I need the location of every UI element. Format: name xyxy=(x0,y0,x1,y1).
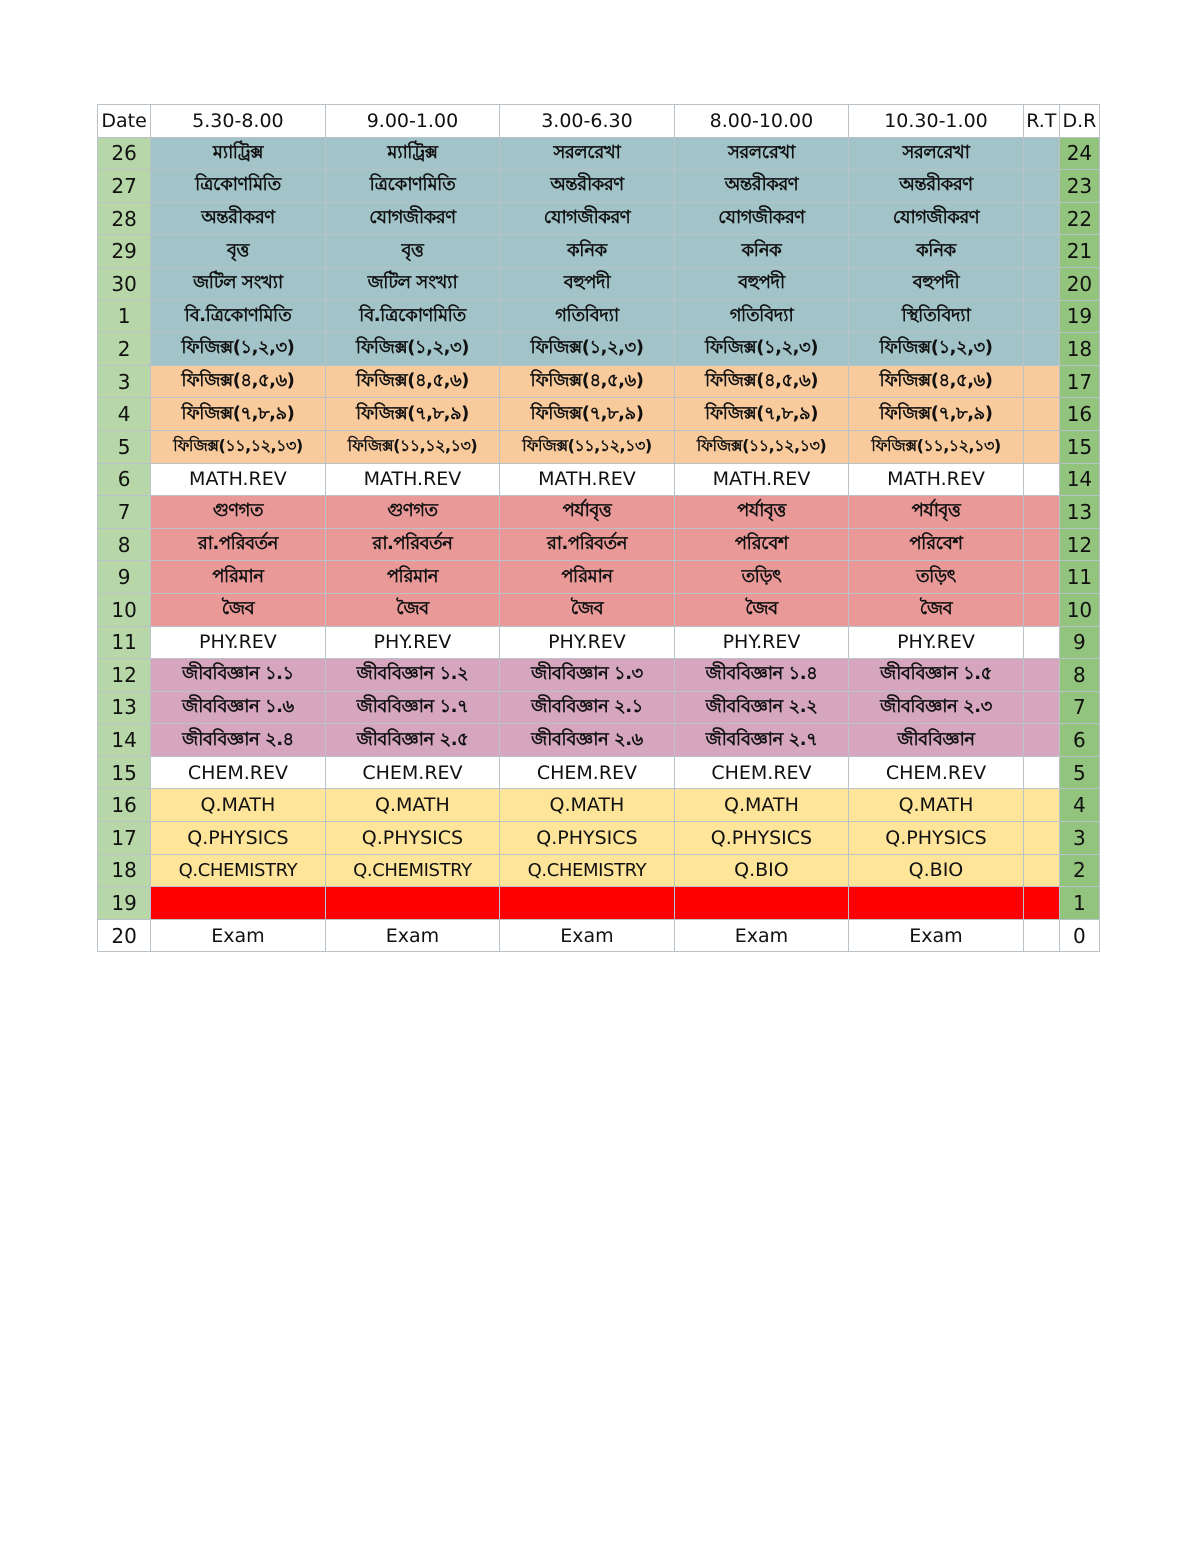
slot-cell: বহুপদী xyxy=(500,267,675,300)
slot-cell: জীববিজ্ঞান ১.৬ xyxy=(151,691,326,724)
date-cell: 27 xyxy=(98,170,151,203)
slot-cell: MATH.REV xyxy=(325,463,500,496)
rt-cell xyxy=(1023,398,1059,431)
table-row xyxy=(98,756,1100,789)
date-cell: 28 xyxy=(98,202,151,235)
table-row xyxy=(98,398,1100,431)
slot-cell: ফিজিক্স(৭,৮,৯) xyxy=(325,398,500,431)
slot-cell: ফিজিক্স(১১,১২,১৩) xyxy=(674,430,849,463)
table-row xyxy=(98,365,1100,398)
slot-cell: Q.PHYSICS xyxy=(151,822,326,855)
slot-cell: ফিজিক্স(১,২,৩) xyxy=(674,333,849,366)
rt-cell xyxy=(1023,854,1059,887)
slot-cell: জটিল সংখ্যা xyxy=(151,267,326,300)
date-cell: 10 xyxy=(98,593,151,626)
rt-cell xyxy=(1023,300,1059,333)
days-remaining-cell: 24 xyxy=(1059,137,1099,170)
slot-cell: ফিজিক্স(৪,৫,৬) xyxy=(674,365,849,398)
slot-cell: ফিজিক্স(৪,৫,৬) xyxy=(151,365,326,398)
date-cell: 16 xyxy=(98,789,151,822)
rt-cell xyxy=(1023,202,1059,235)
slot-cell: Exam xyxy=(151,919,326,952)
date-cell: 13 xyxy=(98,691,151,724)
days-remaining-cell: 21 xyxy=(1059,235,1099,268)
table-row xyxy=(98,919,1100,952)
date-cell: 14 xyxy=(98,724,151,757)
slot-cell: Exam xyxy=(500,919,675,952)
slot-cell: পরিবেশ xyxy=(674,528,849,561)
slot-cell: অন্তরীকরণ xyxy=(849,170,1024,203)
slot-cell: MATH.REV xyxy=(500,463,675,496)
rt-cell xyxy=(1023,430,1059,463)
date-cell: 4 xyxy=(98,398,151,431)
slot-cell: অন্তরীকরণ xyxy=(151,202,326,235)
date-cell: 20 xyxy=(98,919,151,952)
date-cell: 7 xyxy=(98,496,151,529)
date-cell: 1 xyxy=(98,300,151,333)
slot-cell: সরলরেখা xyxy=(674,137,849,170)
slot-cell xyxy=(674,887,849,920)
slot-cell: Q.CHEMISTRY xyxy=(325,854,500,887)
slot-cell: ফিজিক্স(১১,১২,১৩) xyxy=(325,430,500,463)
days-remaining-cell: 23 xyxy=(1059,170,1099,203)
days-remaining-cell: 8 xyxy=(1059,659,1099,692)
date-cell: 9 xyxy=(98,561,151,594)
slot-cell: ফিজিক্স(৭,৮,৯) xyxy=(674,398,849,431)
slot-cell: জীববিজ্ঞান ২.৭ xyxy=(674,724,849,757)
table-row xyxy=(98,463,1100,496)
days-remaining-cell: 3 xyxy=(1059,822,1099,855)
slot-cell xyxy=(849,887,1024,920)
slot-cell: পর্যাবৃত্ত xyxy=(849,496,1024,529)
table-row xyxy=(98,691,1100,724)
slot-cell: পরিমান xyxy=(500,561,675,594)
slot-cell: তড়িৎ xyxy=(849,561,1024,594)
slot-cell: CHEM.REV xyxy=(849,756,1024,789)
days-remaining-cell: 12 xyxy=(1059,528,1099,561)
slot-cell: বৃত্ত xyxy=(325,235,500,268)
days-remaining-cell: 0 xyxy=(1059,919,1099,952)
slot-cell: যোগজীকরণ xyxy=(674,202,849,235)
slot-cell xyxy=(500,887,675,920)
slot-cell: Q.BIO xyxy=(674,854,849,887)
slot-cell: PHY.REV xyxy=(151,626,326,659)
table-row xyxy=(98,137,1100,170)
slot-cell: জীববিজ্ঞান ২.৫ xyxy=(325,724,500,757)
slot-cell: Exam xyxy=(325,919,500,952)
slot-cell: গুণগত xyxy=(325,496,500,529)
slot-cell: ফিজিক্স(১১,১২,১৩) xyxy=(500,430,675,463)
table-row xyxy=(98,626,1100,659)
table-row xyxy=(98,496,1100,529)
slot-cell: PHY.REV xyxy=(674,626,849,659)
slot-cell: জীববিজ্ঞান ১.১ xyxy=(151,659,326,692)
days-remaining-cell: 11 xyxy=(1059,561,1099,594)
rt-cell xyxy=(1023,365,1059,398)
slot-cell: পরিমান xyxy=(151,561,326,594)
days-remaining-cell: 14 xyxy=(1059,463,1099,496)
rt-cell xyxy=(1023,789,1059,822)
slot-cell: জীববিজ্ঞান ১.৭ xyxy=(325,691,500,724)
slot-cell: ফিজিক্স(১১,১২,১৩) xyxy=(151,430,326,463)
slot-cell: Q.PHYSICS xyxy=(849,822,1024,855)
slot-cell: Q.MATH xyxy=(674,789,849,822)
slot-cell: বৃত্ত xyxy=(151,235,326,268)
slot-cell: জৈব xyxy=(151,593,326,626)
slot-cell: জীববিজ্ঞান ২.৬ xyxy=(500,724,675,757)
header-slot-2: 9.00-1.00 xyxy=(325,105,500,138)
date-cell: 6 xyxy=(98,463,151,496)
slot-cell: তড়িৎ xyxy=(674,561,849,594)
date-cell: 3 xyxy=(98,365,151,398)
slot-cell: কনিক xyxy=(500,235,675,268)
slot-cell: রা.পরিবর্তন xyxy=(500,528,675,561)
slot-cell: জৈব xyxy=(849,593,1024,626)
slot-cell: ফিজিক্স(৪,৫,৬) xyxy=(500,365,675,398)
rt-cell xyxy=(1023,137,1059,170)
days-remaining-cell: 18 xyxy=(1059,333,1099,366)
rt-cell xyxy=(1023,593,1059,626)
slot-cell: জীববিজ্ঞান ২.১ xyxy=(500,691,675,724)
days-remaining-cell: 15 xyxy=(1059,430,1099,463)
date-cell: 19 xyxy=(98,887,151,920)
slot-cell: Exam xyxy=(849,919,1024,952)
slot-cell: Exam xyxy=(674,919,849,952)
slot-cell: পর্যাবৃত্ত xyxy=(500,496,675,529)
rt-cell xyxy=(1023,528,1059,561)
days-remaining-cell: 4 xyxy=(1059,789,1099,822)
slot-cell: জীববিজ্ঞান ১.৪ xyxy=(674,659,849,692)
slot-cell: ফিজিক্স(১,২,৩) xyxy=(151,333,326,366)
slot-cell: স্থিতিবিদ্যা xyxy=(849,300,1024,333)
slot-cell: MATH.REV xyxy=(151,463,326,496)
rt-cell xyxy=(1023,691,1059,724)
slot-cell: Q.PHYSICS xyxy=(500,822,675,855)
slot-cell: Q.BIO xyxy=(849,854,1024,887)
rt-cell xyxy=(1023,267,1059,300)
slot-cell: Q.MATH xyxy=(500,789,675,822)
slot-cell: ফিজিক্স(১,২,৩) xyxy=(325,333,500,366)
rt-cell xyxy=(1023,170,1059,203)
header-slot-1: 5.30-8.00 xyxy=(151,105,326,138)
study-schedule-table xyxy=(97,104,1100,952)
slot-cell: যোগজীকরণ xyxy=(500,202,675,235)
days-remaining-cell: 16 xyxy=(1059,398,1099,431)
header-slot-5: 10.30-1.00 xyxy=(849,105,1024,138)
slot-cell: Q.CHEMISTRY xyxy=(500,854,675,887)
days-remaining-cell: 1 xyxy=(1059,887,1099,920)
slot-cell: কনিক xyxy=(849,235,1024,268)
slot-cell: PHY.REV xyxy=(325,626,500,659)
slot-cell: ফিজিক্স(১,২,৩) xyxy=(849,333,1024,366)
rt-cell xyxy=(1023,463,1059,496)
header-dr: D.R xyxy=(1059,105,1099,138)
slot-cell: অন্তরীকরণ xyxy=(674,170,849,203)
slot-cell: জীববিজ্ঞান ১.৫ xyxy=(849,659,1024,692)
slot-cell: PHY.REV xyxy=(849,626,1024,659)
header-date: Date xyxy=(98,105,151,138)
slot-cell: MATH.REV xyxy=(849,463,1024,496)
slot-cell: ফিজিক্স(৭,৮,৯) xyxy=(500,398,675,431)
slot-cell: পরিবেশ xyxy=(849,528,1024,561)
table-row xyxy=(98,267,1100,300)
slot-cell: গতিবিদ্যা xyxy=(674,300,849,333)
date-cell: 17 xyxy=(98,822,151,855)
days-remaining-cell: 7 xyxy=(1059,691,1099,724)
table-row xyxy=(98,235,1100,268)
date-cell: 26 xyxy=(98,137,151,170)
slot-cell xyxy=(151,887,326,920)
table-row xyxy=(98,300,1100,333)
slot-cell: Q.MATH xyxy=(325,789,500,822)
header-row xyxy=(98,105,1100,138)
rt-cell xyxy=(1023,724,1059,757)
date-cell: 5 xyxy=(98,430,151,463)
slot-cell: ফিজিক্স(১,২,৩) xyxy=(500,333,675,366)
date-cell: 12 xyxy=(98,659,151,692)
slot-cell: ত্রিকোণমিতি xyxy=(325,170,500,203)
table-row xyxy=(98,659,1100,692)
slot-cell: রা.পরিবর্তন xyxy=(325,528,500,561)
date-cell: 29 xyxy=(98,235,151,268)
slot-cell: সরলরেখা xyxy=(849,137,1024,170)
slot-cell: বি.ত্রিকোণমিতি xyxy=(151,300,326,333)
slot-cell: বহুপদী xyxy=(849,267,1024,300)
slot-cell: জৈব xyxy=(674,593,849,626)
table-row xyxy=(98,528,1100,561)
slot-cell: PHY.REV xyxy=(500,626,675,659)
date-cell: 30 xyxy=(98,267,151,300)
date-cell: 15 xyxy=(98,756,151,789)
rt-cell xyxy=(1023,822,1059,855)
slot-cell: অন্তরীকরণ xyxy=(500,170,675,203)
slot-cell: জটিল সংখ্যা xyxy=(325,267,500,300)
slot-cell: জীববিজ্ঞান ২.২ xyxy=(674,691,849,724)
slot-cell: জীববিজ্ঞান ২.৩ xyxy=(849,691,1024,724)
slot-cell: ফিজিক্স(৭,৮,৯) xyxy=(151,398,326,431)
rt-cell xyxy=(1023,626,1059,659)
header-rt: R.T xyxy=(1023,105,1059,138)
slot-cell: রা.পরিবর্তন xyxy=(151,528,326,561)
rt-cell xyxy=(1023,659,1059,692)
slot-cell: ফিজিক্স(৪,৫,৬) xyxy=(849,365,1024,398)
days-remaining-cell: 10 xyxy=(1059,593,1099,626)
slot-cell: Q.PHYSICS xyxy=(325,822,500,855)
table-row xyxy=(98,593,1100,626)
table-row xyxy=(98,887,1100,920)
slot-cell: ফিজিক্স(১১,১২,১৩) xyxy=(849,430,1024,463)
table-row xyxy=(98,333,1100,366)
rt-cell xyxy=(1023,756,1059,789)
slot-cell: জীববিজ্ঞান ২.৪ xyxy=(151,724,326,757)
slot-cell: পর্যাবৃত্ত xyxy=(674,496,849,529)
days-remaining-cell: 17 xyxy=(1059,365,1099,398)
rt-cell xyxy=(1023,561,1059,594)
rt-cell xyxy=(1023,333,1059,366)
rt-cell xyxy=(1023,496,1059,529)
slot-cell: জীববিজ্ঞান ১.২ xyxy=(325,659,500,692)
days-remaining-cell: 13 xyxy=(1059,496,1099,529)
slot-cell: Q.CHEMISTRY xyxy=(151,854,326,887)
slot-cell: ত্রিকোণমিতি xyxy=(151,170,326,203)
slot-cell: জীববিজ্ঞান xyxy=(849,724,1024,757)
table-row xyxy=(98,822,1100,855)
slot-cell: জৈব xyxy=(500,593,675,626)
slot-cell: গতিবিদ্যা xyxy=(500,300,675,333)
table-row xyxy=(98,430,1100,463)
slot-cell: Q.PHYSICS xyxy=(674,822,849,855)
date-cell: 8 xyxy=(98,528,151,561)
slot-cell: জৈব xyxy=(325,593,500,626)
slot-cell: CHEM.REV xyxy=(325,756,500,789)
rt-cell xyxy=(1023,235,1059,268)
days-remaining-cell: 9 xyxy=(1059,626,1099,659)
slot-cell: ম্যাট্রিক্স xyxy=(151,137,326,170)
slot-cell: যোগজীকরণ xyxy=(849,202,1024,235)
table-row xyxy=(98,561,1100,594)
table-row xyxy=(98,789,1100,822)
slot-cell: Q.MATH xyxy=(849,789,1024,822)
slot-cell: MATH.REV xyxy=(674,463,849,496)
rt-cell xyxy=(1023,919,1059,952)
slot-cell: CHEM.REV xyxy=(151,756,326,789)
days-remaining-cell: 19 xyxy=(1059,300,1099,333)
date-cell: 18 xyxy=(98,854,151,887)
slot-cell: Q.MATH xyxy=(151,789,326,822)
days-remaining-cell: 2 xyxy=(1059,854,1099,887)
slot-cell: ম্যাট্রিক্স xyxy=(325,137,500,170)
slot-cell: জীববিজ্ঞান ১.৩ xyxy=(500,659,675,692)
slot-cell: সরলরেখা xyxy=(500,137,675,170)
days-remaining-cell: 6 xyxy=(1059,724,1099,757)
slot-cell: বি.ত্রিকোণমিতি xyxy=(325,300,500,333)
slot-cell: পরিমান xyxy=(325,561,500,594)
table-row xyxy=(98,854,1100,887)
slot-cell: কনিক xyxy=(674,235,849,268)
days-remaining-cell: 20 xyxy=(1059,267,1099,300)
slot-cell xyxy=(325,887,500,920)
slot-cell: CHEM.REV xyxy=(674,756,849,789)
rt-cell xyxy=(1023,887,1059,920)
table-row xyxy=(98,170,1100,203)
date-cell: 2 xyxy=(98,333,151,366)
slot-cell: যোগজীকরণ xyxy=(325,202,500,235)
slot-cell: বহুপদী xyxy=(674,267,849,300)
date-cell: 11 xyxy=(98,626,151,659)
days-remaining-cell: 5 xyxy=(1059,756,1099,789)
header-slot-3: 3.00-6.30 xyxy=(500,105,675,138)
table-row xyxy=(98,724,1100,757)
slot-cell: ফিজিক্স(৪,৫,৬) xyxy=(325,365,500,398)
header-slot-4: 8.00-10.00 xyxy=(674,105,849,138)
table-row xyxy=(98,202,1100,235)
slot-cell: ফিজিক্স(৭,৮,৯) xyxy=(849,398,1024,431)
days-remaining-cell: 22 xyxy=(1059,202,1099,235)
slot-cell: CHEM.REV xyxy=(500,756,675,789)
slot-cell: গুণগত xyxy=(151,496,326,529)
